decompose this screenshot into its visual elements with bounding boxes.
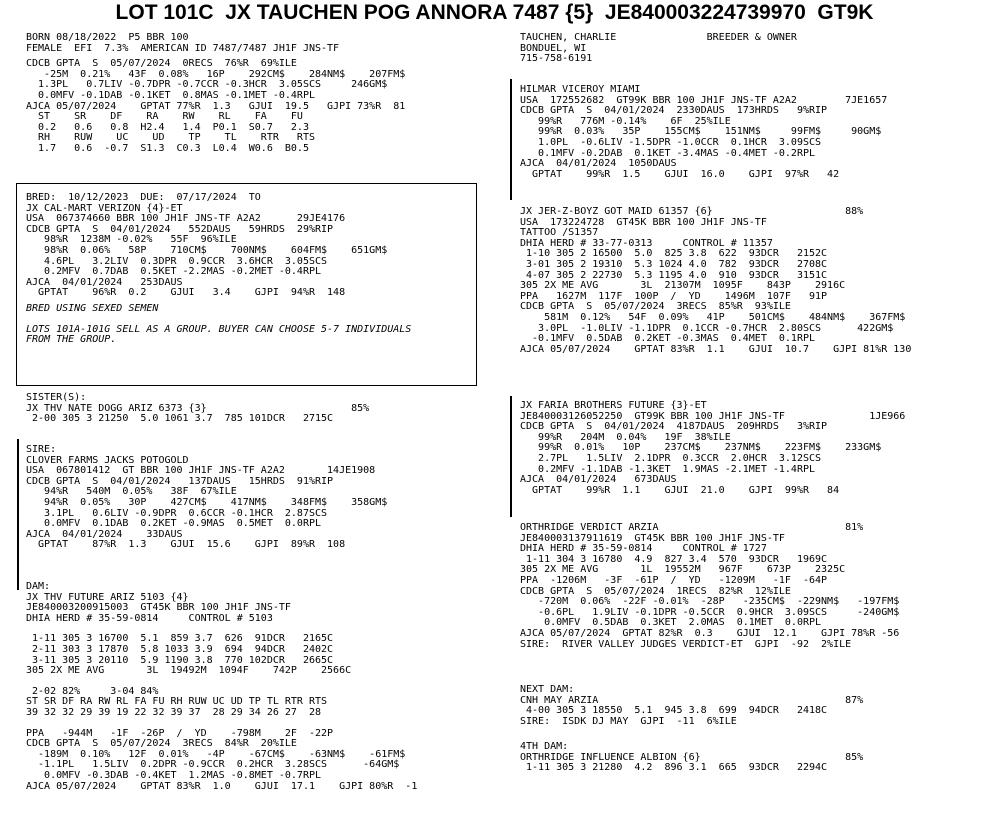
sire-line: CLOVER FARMS JACKS POTOGOLD: [26, 454, 189, 466]
gdam-line: CDCB GPTA S 05/07/2024 3RECS 85%R 93%ILE: [520, 301, 791, 313]
gdam-line: AJCA 05/07/2024 GPTAT 83%R 1.1 GJUI 10.7 GJPI 81%R 130: [520, 343, 912, 355]
bred-line: USA 067374660 BBR 100 JH1F JNS-TF A2A2 29JE4176: [26, 213, 346, 225]
gdam-line: 581M 0.12% 54F 0.09% 41P 501CM$ 484NM$ 367FM$: [520, 311, 906, 323]
mgs-line: 0.1MFV -0.2DAB 0.1KET -3.4MAS -0.4MET -0.2RPL: [520, 147, 816, 159]
ggdam-line: ORTHRIDGE VERDICT ARZIA 81%: [520, 522, 864, 533]
mggs-line: 2.7PL 1.5LIV 2.1DPR 0.3CCR 2.0HCR 3.12SCS: [520, 452, 822, 464]
bred-note: BRED USING SEXED SEMEN: [26, 302, 159, 314]
bred-note: FROM THE GROUP.: [26, 334, 117, 346]
ggdam-line: 1-11 304 3 16780 4.9 827 3.4 570 93DCR 1969C: [520, 553, 828, 565]
fourth-dam-line: 1-11 305 3 21280 4.2 896 3.1 665 93DCR 2294C: [520, 762, 828, 774]
genomics-line: CDCB GPTA S 05/07/2024 0RECS 76%R 69%ILE: [26, 58, 297, 70]
bred-line: JX CAL-MART VERIZON {4}-ET: [26, 202, 183, 214]
dam-genomics: 0.0MFV -0.3DAB -0.4KET 1.2MAS -0.8MET -0.7RPL: [26, 769, 322, 781]
dam-genomics: AJCA 05/07/2024 GPTAT 83%R 1.0 GJUI 17.1 GJPI 80%R -1: [26, 780, 418, 792]
bred-section: [26, 193, 474, 346]
mggs-line: CDCB GPTA S 04/01/2024 4187DAUS 209HRDS 3%RIP: [520, 421, 828, 433]
ggdam-line: -0.6PL 1.9LIV -0.1DPR -0.5CCR 0.9HCR 3.09SCS -240GM$: [520, 606, 900, 618]
sire-line: 94%R 0.05% 30P 427CM$ 417NM$ 348FM$ 358GM$: [26, 496, 388, 508]
ggdam-section: [520, 523, 980, 650]
owner-line: 715-758-6191: [520, 53, 593, 65]
mgs-line: HILMAR VICEROY MIAMI: [520, 84, 641, 95]
mggs-line: JE840003126052250 GT99K BBR 100 JH1F JNS-TF 1JE966: [520, 410, 906, 422]
genomics-line: AJCA 05/07/2024 GPTAT 77%R 1.3 GJUI 19.5 GJPI 73%R 81: [26, 100, 406, 112]
sire-line: 0.0MFV 0.1DAB 0.2KET -0.9MAS 0.5MET 0.0RPL: [26, 518, 322, 530]
fourth-dam-line: 4TH DAM:: [520, 741, 569, 752]
mggs-section: [520, 401, 980, 496]
dam-line: DAM:: [26, 581, 51, 592]
gdam-line: JX JER-Z-BOYZ GOT MAID 61357 {6} 88%: [520, 206, 864, 217]
gdam-line: -0.1MFV 0.5DAB 0.2KET -0.3MAS 0.4MET 0.1RPL: [520, 333, 816, 345]
next-dam-section: [520, 685, 980, 727]
ggdam-line: JE840003137911619 GT45K BBR 100 JH1F JNS-TF: [520, 532, 785, 544]
gdam-line: 1-10 305 2 16500 5.0 825 3.8 622 93DCR 2152C: [520, 248, 828, 260]
fourth-dam-section: [520, 742, 980, 774]
sisters-line: 2-00 305 3 21250 5.0 1061 3.7 785 101DCR 2715C: [26, 413, 334, 425]
dam-record: 1-11 305 3 16700 5.1 859 3.7 626 91DCR 2165C: [26, 633, 334, 645]
dam-record: 305 2X ME AVG 3L 19492M 1094F 742P 2566C: [26, 665, 352, 677]
owner-line: BONDUEL, WI: [520, 42, 587, 54]
sire-line: AJCA 04/01/2024 33DAUS: [26, 528, 183, 540]
mggs-line: 0.2MFV -1.1DAB -1.3KET 1.9MAS -2.1MET -1.4RPL: [520, 463, 816, 475]
sire-line: CDCB GPTA S 04/01/2024 137DAUS 15HRDS 91%RIP: [26, 475, 334, 487]
bred-line: 98%R 1238M -0.02% 55F 96%ILE: [26, 234, 237, 246]
mggs-line: 99%R 204M 0.04% 19F 38%ILE: [520, 431, 731, 443]
gdam-line: 4-07 305 2 22730 5.3 1195 4.0 910 93DCR 3151C: [520, 269, 828, 281]
genomics-line: RH RUW UC UD TP TL RTR RTS: [26, 132, 315, 144]
genomics-line: 1.3PL 0.7LIV -0.7DPR -0.7CCR -0.3HCR 3.05SCS 246GM$: [26, 79, 388, 91]
gdam-line: 3.0PL -1.0LIV -1.1DPR 0.1CCR -0.7HCR 2.80SCS 422GM$: [520, 322, 894, 334]
owner-line: TAUCHEN, CHARLIE BREEDER & OWNER: [520, 32, 797, 43]
bred-note: LOTS 101A-101G SELL AS A GROUP. BUYER CAN CHOOSE 5-7 INDIVIDUALS: [26, 323, 412, 335]
sire-section: [26, 445, 486, 551]
dam-record: 3-11 305 3 20110 5.9 1190 3.8 770 102DCR 2665C: [26, 654, 334, 666]
dam-genomics: -1.1PL 1.5LIV 0.2DPR -0.9CCR 0.2HCR 3.28SCS -64GM$: [26, 759, 400, 771]
dam-genomics: PPA -944M -1F -26P / YD -798M 2F -22P: [26, 727, 334, 739]
dam-type: 39 32 32 29 39 19 22 32 39 37 28 29 34 26 27 28: [26, 706, 322, 718]
genomics-line: -25M 0.21% 43F 0.08% 16P 292CM$ 284NM$ 207FM$: [26, 68, 406, 80]
sire-line: GPTAT 87%R 1.3 GJUI 15.6 GJPI 89%R 108: [26, 539, 346, 551]
mgs-line: 1.0PL -0.6LIV -1.5DPR -1.0CCR 0.1HCR 3.09SCS: [520, 136, 822, 148]
gdam-line: 3-01 305 2 19310 5.3 1024 4.0 782 93DCR 2708C: [520, 258, 828, 270]
mgs-line: 99%R 0.03% 35P 155CM$ 151NM$ 99FM$ 90GM$: [520, 126, 882, 138]
gdam-line: PPA 1627M 117F 100P / YD 1496M 107F 91P: [520, 290, 828, 302]
dam-line: JX THV FUTURE ARIZ 5103 {4}: [26, 591, 189, 603]
owner-section: [520, 33, 980, 65]
ggdam-line: SIRE: RIVER VALLEY JUDGES VERDICT-ET GJPI -92 2%ILE: [520, 638, 852, 650]
bred-line: 0.2MFV 0.7DAB 0.5KET -2.2MAS -0.2MET -0.4RPL: [26, 266, 322, 278]
animal-line: FEMALE EFI 7.3% AMERICAN ID 7487/7487 JH1F JNS-TF: [26, 42, 340, 54]
bred-line: GPTAT 96%R 0.2 GJUI 3.4 GJPI 94%R 148: [26, 287, 346, 299]
ggdam-line: 305 2X ME AVG 1L 19552M 967F 673P 2325C: [520, 564, 846, 576]
mgs-line: CDCB GPTA S 04/01/2024 2330DAUS 173HRDS 9%RIP: [520, 105, 828, 117]
dam-line: DHIA HERD # 35-59-0814 CONTROL # 5103: [26, 612, 273, 624]
mgs-line: AJCA 04/01/2024 1050DAUS: [520, 158, 677, 170]
dam-type: 2-02 82% 3-04 84%: [26, 685, 159, 697]
mggs-line: AJCA 04/01/2024 673DAUS: [520, 474, 677, 486]
ggdam-line: 0.0MFV 0.5DAB 0.3KET 2.0MAS 0.1MET 0.0RPL: [520, 617, 822, 629]
sire-bar: [17, 439, 19, 590]
dam-type: ST SR DF RA RW RL FA FU RH RUW UC UD TP TL RTR RTS: [26, 696, 328, 708]
ggdam-line: CDCB GPTA S 05/07/2024 1RECS 82%R 12%ILE: [520, 585, 791, 597]
genomics-line: 0.0MFV -0.1DAB -0.1KET 0.8MAS -0.1MET -0.4RPL: [26, 89, 315, 101]
bred-line: 98%R 0.06% 58P 710CM$ 700NM$ 604FM$ 651GM$: [26, 244, 388, 256]
bred-line: 4.6PL 3.2LIV 0.3DPR 0.9CCR 3.6HCR 3.05SCS: [26, 255, 328, 267]
gdam-line: 305 2X ME AVG 3L 21307M 1095F 843P 2916C: [520, 280, 846, 292]
next-dam-line: NEXT DAM:: [520, 684, 575, 695]
sire-line: SIRE:: [26, 444, 57, 455]
mgs-line: USA 172552682 GT99K BBR 100 JH1F JNS-TF A2A2 7JE1657: [520, 94, 888, 106]
genomics-line: ST SR DF RA RW RL FA FU: [26, 111, 303, 123]
mgs-bar: [510, 79, 512, 200]
next-dam-line: CNH MAY ARZIA 87%: [520, 694, 864, 706]
gdam-line: TATTOO /S1357: [520, 227, 599, 239]
sisters-line: SISTER(S):: [26, 392, 87, 403]
mggs-line: GPTAT 99%R 1.1 GJUI 21.0 GJPI 99%R 84: [520, 484, 840, 496]
bred-line: CDCB GPTA S 04/01/2024 552DAUS 59HRDS 29%RIP: [26, 223, 334, 235]
lot-title: LOT 101C JX TAUCHEN POG ANNORA 7487 {5} JE840003224739970 GT9K: [115, 1, 874, 24]
ggdam-line: DHIA HERD # 35-59-0814 CONTROL # 1727: [520, 543, 767, 555]
next-dam-line: 4-00 305 3 18550 5.1 945 3.8 699 94DCR 2418C: [520, 705, 828, 717]
mggs-line: JX FARIA BROTHERS FUTURE {3}-ET: [520, 400, 707, 411]
bred-line: BRED: 10/12/2023 DUE: 07/17/2024 TO: [26, 192, 261, 203]
gdam-section: [520, 207, 980, 355]
left-column: [26, 33, 486, 155]
sire-line: 3.1PL 0.6LIV -0.9DPR 0.6CCR -0.1HCR 2.87SCS: [26, 507, 328, 519]
fourth-dam-line: ORTHRIDGE INFLUENCE ALBION {6} 85%: [520, 751, 864, 763]
dam-genomics: CDCB GPTA S 05/07/2024 3RECS 84%R 20%ILE: [26, 738, 297, 750]
mggs-bar: [510, 396, 512, 517]
ggdam-line: AJCA 05/07/2024 GPTAT 82%R 0.3 GJUI 12.1 GJPI 78%R -56: [520, 627, 900, 639]
mgs-line: 99%R 776M -0.14% 6F 25%ILE: [520, 115, 731, 127]
sire-line: 94%R 540M 0.05% 38F 67%ILE: [26, 486, 237, 498]
mggs-line: 99%R 0.01% 10P 237CM$ 237NM$ 223FM$ 233GM$: [520, 442, 882, 454]
animal-line: BORN 08/18/2022 P5 BBR 100: [26, 32, 189, 43]
sisters-line: JX THV NATE DOGG ARIZ 6373 {3} 85%: [26, 402, 370, 414]
genomics-line: 0.2 0.6 0.8 H2.4 1.4 P0.1 S0.7 2.3: [26, 121, 309, 133]
next-dam-line: SIRE: ISDK DJ MAY GJPI -11 6%ILE: [520, 715, 737, 727]
dam-section: [26, 582, 486, 792]
dam-genomics: -189M 0.10% 12F 0.01% -4P -67CM$ -63NM$ -61FM$: [26, 748, 406, 760]
mgs-line: GPTAT 99%R 1.5 GJUI 16.0 GJPI 97%R 42: [520, 168, 840, 180]
dam-record: 2-11 303 3 17870 5.8 1033 3.9 694 94DCR 2402C: [26, 643, 334, 655]
genomics-line: 1.7 0.6 -0.7 S1.3 C0.3 L0.4 W0.6 B0.5: [26, 142, 309, 154]
gdam-line: USA 173224728 GT45K BBR 100 JH1F JNS-TF: [520, 216, 767, 228]
sisters-section: [26, 393, 486, 425]
gdam-line: DHIA HERD # 33-77-0313 CONTROL # 11357: [520, 237, 773, 249]
dam-line: JE840003200915003 GT45K BBR 100 JH1F JNS-TF: [26, 602, 291, 614]
mgs-section: [520, 85, 980, 180]
ggdam-line: PPA -1206M -3F -61P / YD -1209M -1F -64P: [520, 574, 828, 586]
sire-line: USA 067801412 GT BBR 100 JH1F JNS-TF A2A2 14JE1908: [26, 465, 376, 477]
bred-line: AJCA 04/01/2024 253DAUS: [26, 276, 183, 288]
ggdam-line: -720M 0.06% -22F -0.01% -28P -235CM$ -229NM$ -197FM$: [520, 596, 900, 608]
